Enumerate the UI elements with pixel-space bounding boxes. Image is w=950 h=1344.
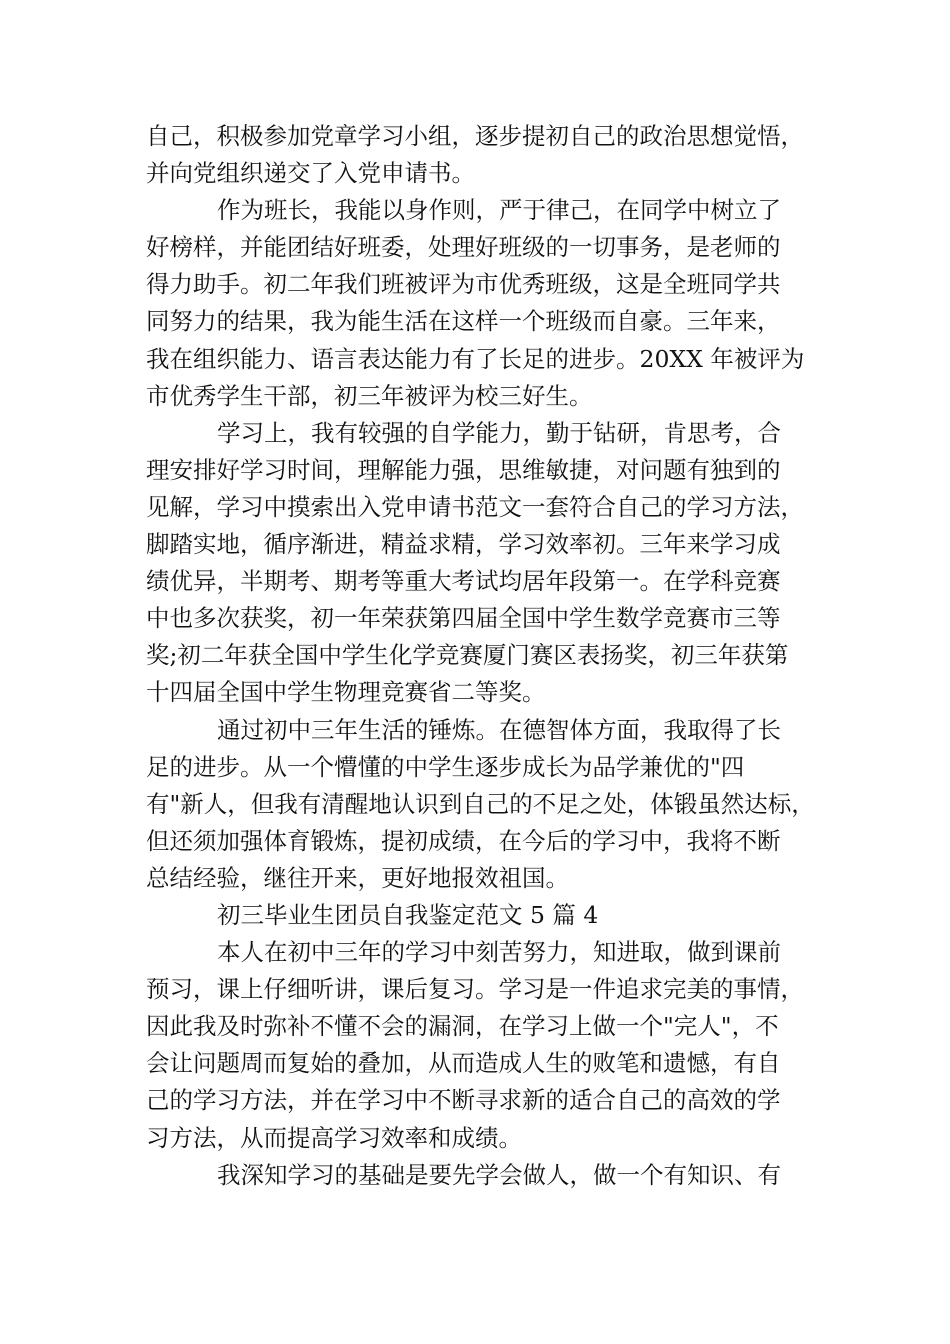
text-line: 我在组织能力、语言表达能力有了长足的进步。20XX 年被评为 [146,344,805,373]
text-line: 己的学习方法，并在学习中不断寻求新的适合自己的高效的学 [146,1086,781,1115]
text-line: 十四届全国中学生物理竞赛省二等奖。 [146,678,546,707]
text-line: 脚踏实地，循序渐进，精益求精，学习效率初。三年来学习成 [146,530,781,559]
text-line: 同努力的结果，我为能生活在这样一个班级而自豪。三年来， [146,307,781,336]
text-line: 但还须加强体育锻炼，提初成绩，在今后的学习中，我将不断 [146,826,781,855]
text-line: 得力助手。初二年我们班被评为市优秀班级，这是全班同学共 [146,270,781,299]
text-line: 足的进步。从一个懵懂的中学生逐步成长为品学兼优的"四 [146,752,745,781]
text-line: 预习，课上仔细听讲，课后复习。学习是一件追求完美的事情， [146,975,804,1004]
text-line: 中也多次获奖，初一年荣获第四届全国中学生数学竞赛市三等 [146,604,781,633]
text-line: 初三毕业生团员自我鉴定范文 5 篇 4 [217,900,599,929]
document-body [146,118,836,1194]
text-line: 市优秀学生干部，初三年被评为校三好生。 [146,381,593,410]
text-line: 绩优异，半期考、期考等重大考试均居年段第一。在学科竞赛 [146,567,781,596]
text-line: 会让问题周而复始的叠加，从而造成人生的败笔和遗憾，有自 [146,1049,781,1078]
text-line: 通过初中三年生活的锤炼。在德智体方面，我取得了长 [217,715,781,744]
text-line: 奖;初二年获全国中学生化学竞赛厦门赛区表扬奖，初三年获第 [146,641,789,670]
text-line: 本人在初中三年的学习中刻苦努力，知进取，做到课前 [217,938,781,967]
text-line: 作为班长，我能以身作则，严于律己，在同学中树立了 [217,196,781,225]
text-line: 见解，学习中摸索出入党申请书范文一套符合自己的学习方法， [146,492,804,521]
text-line: 我深知学习的基础是要先学会做人，做一个有知识、有 [217,1160,781,1189]
text-line: 自己，积极参加党章学习小组，逐步提初自己的政治思想觉悟， [146,122,804,150]
text-line: 理安排好学习时间，理解能力强，思维敏捷，对问题有独到的 [146,455,781,484]
text-line: 习方法，从而提高学习效率和成绩。 [146,1123,522,1152]
text-line: 并向党组织递交了入党申请书。 [146,159,475,188]
text-line: 有"新人，但我有清醒地认识到自己的不足之处，体锻虽然达标， [146,789,815,818]
text-line: 学习上，我有较强的自学能力，勤于钻研，肯思考，合 [217,418,781,447]
text-line: 总结经验，继往开来，更好地报效祖国。 [146,863,569,892]
text-line: 好榜样，并能团结好班委，处理好班级的一切事务，是老师的 [146,233,781,262]
text-line: 因此我及时弥补不懂不会的漏洞，在学习上做一个"完人"，不 [146,1012,779,1041]
